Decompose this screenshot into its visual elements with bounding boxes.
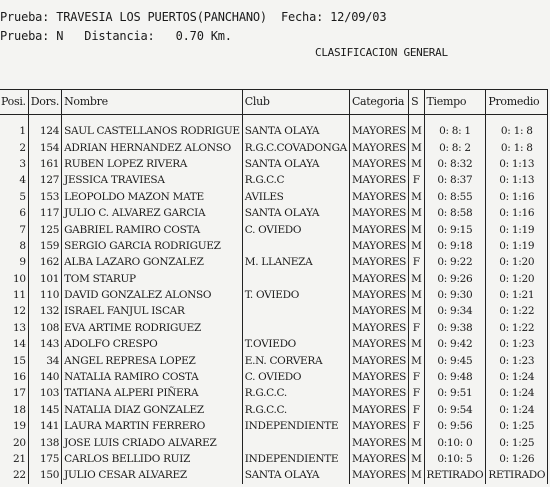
bib-cell: 175: [28, 451, 61, 467]
club-cell: T.OVIEDO: [242, 336, 349, 352]
average-cell: 0: 1:24: [486, 385, 548, 401]
club-cell: AVILES: [242, 189, 349, 205]
table-row: [0, 402, 548, 418]
sex-cell: M: [409, 271, 424, 287]
time-cell: RETIRADO: [424, 467, 486, 483]
bib-cell: 124: [28, 115, 61, 140]
sex-cell: M: [409, 221, 424, 237]
sex-cell: F: [409, 320, 424, 336]
club-cell: R.G.C.COVADONGA: [242, 139, 349, 155]
club-cell: R.G.C.C.: [242, 402, 349, 418]
sex-cell: M: [409, 336, 424, 352]
sex-cell: M: [409, 115, 424, 140]
time-cell: 0: 8:58: [424, 205, 486, 221]
club-cell: T. OVIEDO: [242, 287, 349, 303]
average-cell: 0: 1:19: [486, 238, 548, 254]
sex-cell: M: [409, 287, 424, 303]
table-row: [0, 238, 548, 254]
time-cell: 0: 8:37: [424, 172, 486, 188]
average-cell: 0: 1:20: [486, 254, 548, 270]
bib-cell: 159: [28, 238, 61, 254]
col-header-nombre: Nombre: [62, 90, 243, 115]
category-cell: MAYORES: [349, 352, 408, 368]
table-row: [0, 139, 548, 155]
sex-cell: M: [409, 434, 424, 450]
time-cell: 0:10: 0: [424, 434, 486, 450]
name-cell: SAUL CASTELLANOS RODRIGUE: [62, 115, 243, 140]
average-cell: 0: 1:16: [486, 205, 548, 221]
average-cell: 0: 1:13: [486, 156, 548, 172]
time-cell: 0: 8:32: [424, 156, 486, 172]
table-row: [0, 467, 548, 483]
time-cell: 0: 8: 2: [424, 139, 486, 155]
col-header-posi: Posi.: [0, 90, 28, 115]
bib-cell: 110: [28, 287, 61, 303]
average-cell: 0: 1:22: [486, 303, 548, 319]
name-cell: GABRIEL RAMIRO COSTA: [62, 221, 243, 237]
club-cell: SANTA OLAYA: [242, 467, 349, 483]
bib-cell: 103: [28, 385, 61, 401]
club-cell: INDEPENDIENTE: [242, 418, 349, 434]
bib-cell: 154: [28, 139, 61, 155]
table-row: [0, 418, 548, 434]
col-header-club: Club: [242, 90, 349, 115]
position-cell: 19: [0, 418, 28, 434]
time-cell: 0: 9:48: [424, 369, 486, 385]
sex-cell: M: [409, 156, 424, 172]
average-cell: 0: 1:13: [486, 172, 548, 188]
position-cell: 13: [0, 320, 28, 336]
time-cell: 0: 9:15: [424, 221, 486, 237]
bib-cell: 132: [28, 303, 61, 319]
name-cell: NATALIA DIAZ GONZALEZ: [62, 402, 243, 418]
bib-cell: 117: [28, 205, 61, 221]
club-cell: R.G.C.C: [242, 172, 349, 188]
position-cell: 3: [0, 156, 28, 172]
col-header-categoria: Categoria: [349, 90, 408, 115]
name-cell: RUBEN LOPEZ RIVERA: [62, 156, 243, 172]
average-cell: RETIRADO: [486, 467, 548, 483]
position-cell: 4: [0, 172, 28, 188]
bib-cell: 161: [28, 156, 61, 172]
table-row: [0, 115, 548, 140]
time-cell: 0: 8:55: [424, 189, 486, 205]
category-cell: MAYORES: [349, 139, 408, 155]
sex-cell: M: [409, 303, 424, 319]
category-cell: MAYORES: [349, 115, 408, 140]
sex-cell: M: [409, 467, 424, 483]
position-cell: 21: [0, 451, 28, 467]
table-row: [0, 369, 548, 385]
table-row: [0, 434, 548, 450]
table-row: [0, 172, 548, 188]
table-row: [0, 205, 548, 221]
sex-cell: F: [409, 385, 424, 401]
bib-cell: 150: [28, 467, 61, 483]
average-cell: 0: 1:23: [486, 336, 548, 352]
bib-cell: 108: [28, 320, 61, 336]
position-cell: 8: [0, 238, 28, 254]
club-cell: [242, 320, 349, 336]
table-row: [0, 254, 548, 270]
sex-cell: M: [409, 205, 424, 221]
name-cell: JESSICA TRAVIESA: [62, 172, 243, 188]
table-row: [0, 451, 548, 467]
club-cell: [242, 271, 349, 287]
time-cell: 0: 9:18: [424, 238, 486, 254]
name-cell: ANGEL REPRESA LOPEZ: [62, 352, 243, 368]
bib-cell: 125: [28, 221, 61, 237]
name-cell: TOM STARUP: [62, 271, 243, 287]
club-cell: C. OVIEDO: [242, 369, 349, 385]
category-cell: MAYORES: [349, 271, 408, 287]
position-cell: 16: [0, 369, 28, 385]
bib-cell: 141: [28, 418, 61, 434]
average-cell: 0: 1:22: [486, 320, 548, 336]
average-cell: 0: 1:25: [486, 418, 548, 434]
table-row: [0, 303, 548, 319]
col-header-tiempo: Tiempo: [424, 90, 486, 115]
average-cell: 0: 1:21: [486, 287, 548, 303]
name-cell: ADRIAN HERNANDEZ ALONSO: [62, 139, 243, 155]
table-row: [0, 385, 548, 401]
category-cell: MAYORES: [349, 336, 408, 352]
time-cell: 0: 9:26: [424, 271, 486, 287]
average-cell: 0: 1:26: [486, 451, 548, 467]
position-cell: 9: [0, 254, 28, 270]
table-body: [0, 115, 548, 484]
table-row: [0, 156, 548, 172]
average-cell: 0: 1:24: [486, 402, 548, 418]
position-cell: 17: [0, 385, 28, 401]
name-cell: JULIO C. ALVAREZ GARCIA: [62, 205, 243, 221]
sex-cell: F: [409, 254, 424, 270]
category-cell: MAYORES: [349, 385, 408, 401]
category-cell: MAYORES: [349, 303, 408, 319]
sex-cell: F: [409, 402, 424, 418]
name-cell: LEOPOLDO MAZON MATE: [62, 189, 243, 205]
club-cell: C. OVIEDO: [242, 221, 349, 237]
name-cell: TATIANA ALPERI PIÑERA: [62, 385, 243, 401]
bib-cell: 153: [28, 189, 61, 205]
header-line-1: Prueba: TRAVESIA LOS PUERTOS(PANCHANO) Fecha: 12/09/03: [0, 10, 387, 24]
position-cell: 11: [0, 287, 28, 303]
sex-cell: F: [409, 369, 424, 385]
category-cell: MAYORES: [349, 320, 408, 336]
name-cell: EVA ARTIME RODRIGUEZ: [62, 320, 243, 336]
category-cell: MAYORES: [349, 369, 408, 385]
sex-cell: M: [409, 238, 424, 254]
time-cell: 0: 9:54: [424, 402, 486, 418]
category-cell: MAYORES: [349, 156, 408, 172]
club-cell: [242, 434, 349, 450]
category-cell: MAYORES: [349, 205, 408, 221]
position-cell: 10: [0, 271, 28, 287]
club-cell: [242, 303, 349, 319]
header-line-2: Prueba: N Distancia: 0.70 Km.: [0, 29, 232, 43]
category-cell: MAYORES: [349, 221, 408, 237]
bib-cell: 101: [28, 271, 61, 287]
club-cell: R.G.C.C.: [242, 385, 349, 401]
average-cell: 0: 1: 8: [486, 115, 548, 140]
time-cell: 0: 9:51: [424, 385, 486, 401]
bib-cell: 127: [28, 172, 61, 188]
category-cell: MAYORES: [349, 402, 408, 418]
club-cell: M. LLANEZA: [242, 254, 349, 270]
col-header-sexo: S: [409, 90, 424, 115]
time-cell: 0: 9:22: [424, 254, 486, 270]
name-cell: DAVID GONZALEZ ALONSO: [62, 287, 243, 303]
sex-cell: M: [409, 451, 424, 467]
position-cell: 7: [0, 221, 28, 237]
name-cell: SERGIO GARCIA RODRIGUEZ: [62, 238, 243, 254]
bib-cell: 162: [28, 254, 61, 270]
name-cell: NATALIA RAMIRO COSTA: [62, 369, 243, 385]
table-row: [0, 352, 548, 368]
position-cell: 20: [0, 434, 28, 450]
average-cell: 0: 1:16: [486, 189, 548, 205]
average-cell: 0: 1:20: [486, 271, 548, 287]
category-cell: MAYORES: [349, 172, 408, 188]
table-row: [0, 221, 548, 237]
bib-cell: 140: [28, 369, 61, 385]
club-cell: SANTA OLAYA: [242, 205, 349, 221]
time-cell: 0:10: 5: [424, 451, 486, 467]
position-cell: 18: [0, 402, 28, 418]
name-cell: ISRAEL FANJUL ISCAR: [62, 303, 243, 319]
name-cell: JULIO CESAR ALVAREZ: [62, 467, 243, 483]
club-cell: INDEPENDIENTE: [242, 451, 349, 467]
col-header-dors: Dors.: [28, 90, 61, 115]
time-cell: 0: 9:45: [424, 352, 486, 368]
table-row: [0, 287, 548, 303]
average-cell: 0: 1:19: [486, 221, 548, 237]
name-cell: ADOLFO CRESPO: [62, 336, 243, 352]
bib-cell: 34: [28, 352, 61, 368]
time-cell: 0: 9:34: [424, 303, 486, 319]
time-cell: 0: 9:56: [424, 418, 486, 434]
average-cell: 0: 1:23: [486, 352, 548, 368]
table-row: [0, 336, 548, 352]
position-cell: 6: [0, 205, 28, 221]
col-header-promedio: Promedio: [486, 90, 548, 115]
sex-cell: M: [409, 139, 424, 155]
position-cell: 5: [0, 189, 28, 205]
time-cell: 0: 9:38: [424, 320, 486, 336]
club-cell: SANTA OLAYA: [242, 156, 349, 172]
report-title: CLASIFICACION GENERAL: [315, 46, 448, 59]
position-cell: 15: [0, 352, 28, 368]
name-cell: JOSE LUIS CRIADO ALVAREZ: [62, 434, 243, 450]
category-cell: MAYORES: [349, 287, 408, 303]
classification-table: [0, 89, 548, 484]
club-cell: E.N. CORVERA: [242, 352, 349, 368]
position-cell: 14: [0, 336, 28, 352]
category-cell: MAYORES: [349, 189, 408, 205]
sex-cell: F: [409, 418, 424, 434]
position-cell: 22: [0, 467, 28, 483]
position-cell: 2: [0, 139, 28, 155]
table-row: [0, 320, 548, 336]
bib-cell: 143: [28, 336, 61, 352]
bib-cell: 138: [28, 434, 61, 450]
time-cell: 0: 9:30: [424, 287, 486, 303]
category-cell: MAYORES: [349, 238, 408, 254]
position-cell: 12: [0, 303, 28, 319]
bib-cell: 145: [28, 402, 61, 418]
category-cell: MAYORES: [349, 467, 408, 483]
average-cell: 0: 1:24: [486, 369, 548, 385]
sex-cell: M: [409, 189, 424, 205]
table-header-row: [0, 90, 548, 115]
position-cell: 1: [0, 115, 28, 140]
table-row: [0, 271, 548, 287]
club-cell: [242, 238, 349, 254]
sex-cell: F: [409, 172, 424, 188]
name-cell: LAURA MARTIN FERRERO: [62, 418, 243, 434]
category-cell: MAYORES: [349, 418, 408, 434]
average-cell: 0: 1:25: [486, 434, 548, 450]
sex-cell: M: [409, 352, 424, 368]
name-cell: CARLOS BELLIDO RUIZ: [62, 451, 243, 467]
table-row: [0, 189, 548, 205]
average-cell: 0: 1: 8: [486, 139, 548, 155]
name-cell: ALBA LAZARO GONZALEZ: [62, 254, 243, 270]
club-cell: SANTA OLAYA: [242, 115, 349, 140]
time-cell: 0: 9:42: [424, 336, 486, 352]
category-cell: MAYORES: [349, 254, 408, 270]
time-cell: 0: 8: 1: [424, 115, 486, 140]
category-cell: MAYORES: [349, 434, 408, 450]
category-cell: MAYORES: [349, 451, 408, 467]
